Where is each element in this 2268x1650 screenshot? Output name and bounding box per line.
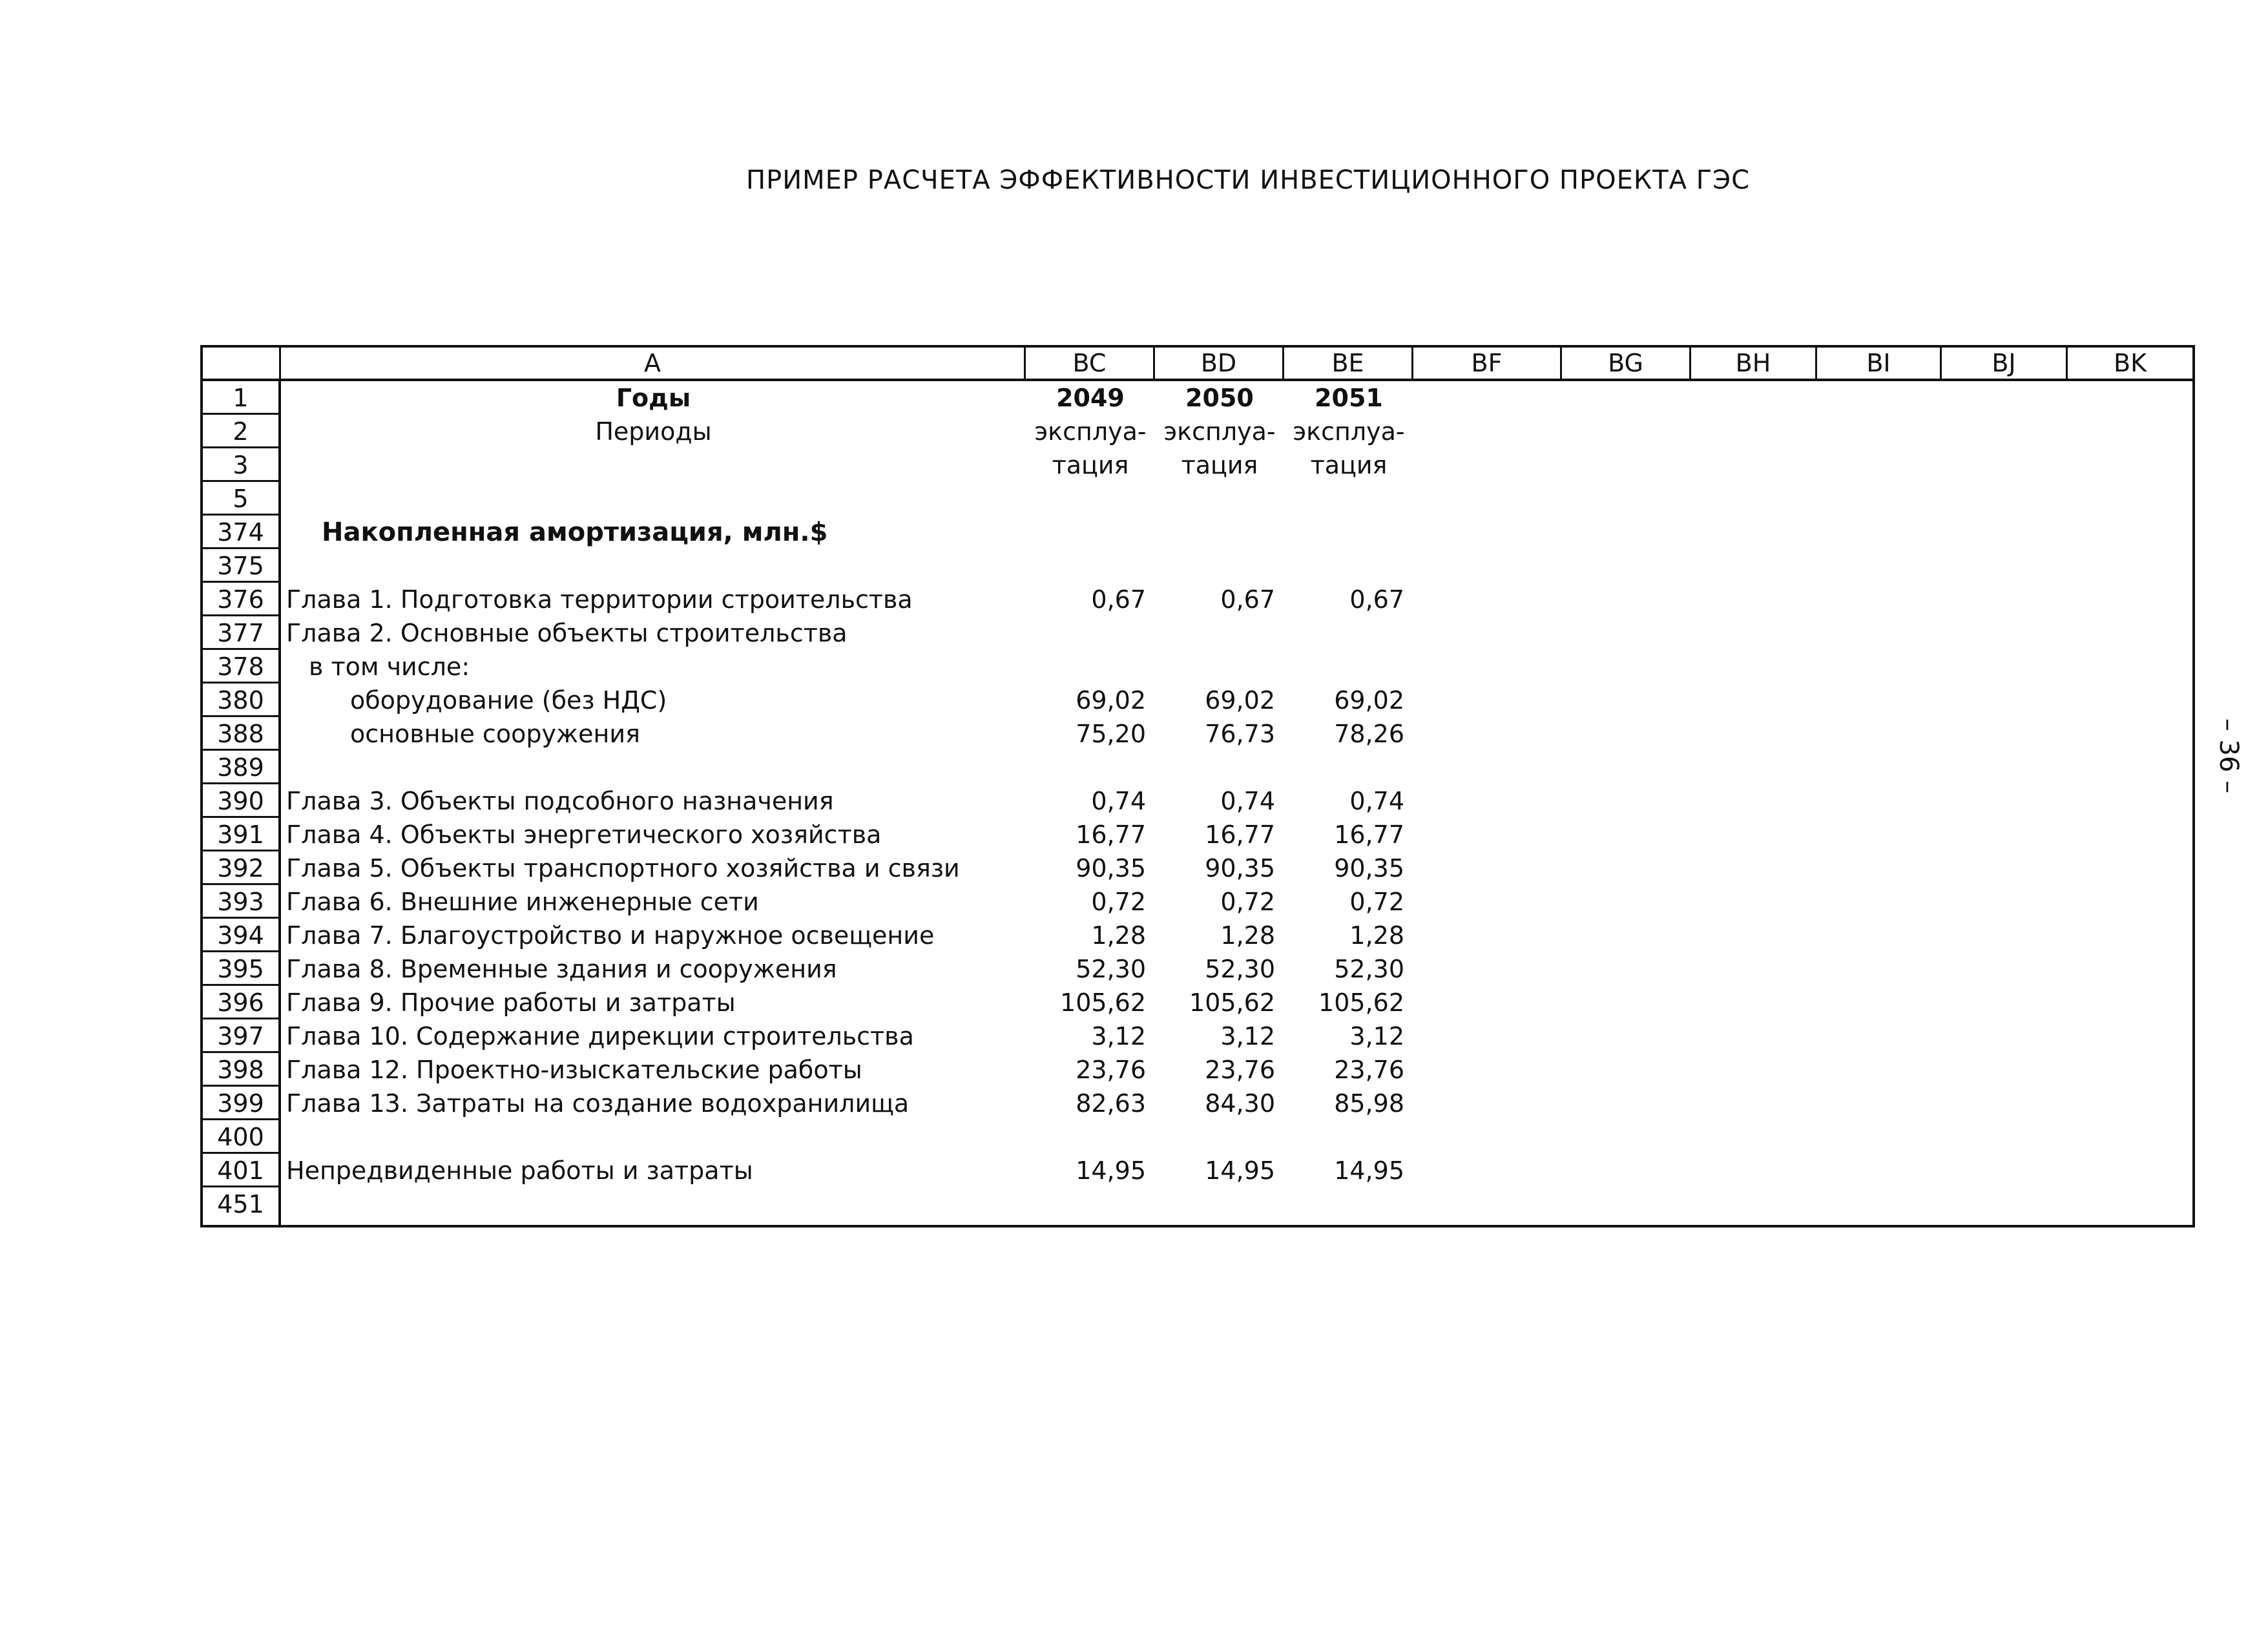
value-2050: 23,76 (1205, 1056, 1275, 1084)
page-number: – 36 – (2214, 718, 2243, 794)
page-title: ПРИМЕР РАСЧЕТА ЭФФЕКТИВНОСТИ ИНВЕСТИЦИОННОГО ПРОЕКТА ГЭС (746, 165, 1751, 195)
row-number[interactable]: 390 (203, 784, 278, 818)
row-number[interactable]: 3 (203, 448, 278, 482)
value-2050: 0,67 (1220, 585, 1275, 614)
row-number[interactable]: 377 (203, 616, 278, 650)
corner-cell (203, 348, 281, 379)
value-2050: 14,95 (1205, 1156, 1275, 1185)
row-number[interactable]: 451 (217, 1190, 264, 1218)
row-number[interactable]: 2 (203, 415, 278, 448)
row-label: Глава 4. Объекты энергетического хозяйства (286, 820, 882, 849)
value-2050: 84,30 (1205, 1089, 1275, 1118)
row-label: Глава 2. Основные объекты строительства (286, 619, 848, 647)
value-2050: 0,74 (1220, 787, 1275, 815)
row-label: Глава 3. Объекты подсобного назначения (286, 787, 834, 815)
periods-label: Периоды (595, 417, 712, 446)
value-2049: 0,74 (1091, 787, 1146, 815)
value-2051: 0,67 (1349, 585, 1404, 614)
row-label: в том числе: (309, 653, 470, 681)
row-label: Глава 13. Затраты на создание водохранилища (286, 1089, 910, 1118)
value-2049: 0,67 (1091, 585, 1146, 614)
value-2049: 82,63 (1076, 1089, 1146, 1118)
value-2051: 52,30 (1334, 955, 1404, 983)
year-2051: 2051 (1315, 384, 1383, 412)
value-2049: 75,20 (1076, 720, 1146, 748)
period-line2: тация (1310, 451, 1388, 479)
value-2049: 52,30 (1076, 955, 1146, 983)
period-line1: эксплуа- (1034, 417, 1147, 446)
value-2050: 3,12 (1220, 1022, 1275, 1050)
row-label: оборудование (без НДС) (350, 686, 667, 715)
value-2049: 0,72 (1091, 888, 1146, 916)
spreadsheet (200, 345, 2195, 1227)
value-2051: 23,76 (1334, 1056, 1404, 1084)
value-2050: 0,72 (1220, 888, 1275, 916)
column-header-row (203, 348, 2192, 381)
column-header-bj[interactable]: BJ (1942, 348, 2068, 379)
value-2050: 16,77 (1205, 820, 1275, 849)
value-2051: 0,74 (1349, 787, 1404, 815)
value-2050: 90,35 (1205, 854, 1275, 882)
section-title: Накопленная амортизация, млн.$ (322, 517, 828, 547)
value-2051: 3,12 (1349, 1022, 1404, 1050)
row-label: Глава 7. Благоустройство и наружное освещение (286, 921, 935, 950)
column-header-bi[interactable]: BI (1817, 348, 1942, 379)
row-number[interactable]: 397 (203, 1019, 278, 1053)
row-number-column (203, 381, 281, 1225)
row-label: Глава 12. Проектно-изыскательские работы (286, 1056, 862, 1084)
column-header-bk[interactable]: BK (2114, 349, 2147, 377)
years-label: Годы (616, 384, 691, 412)
row-label: Глава 9. Прочие работы и затраты (286, 988, 736, 1017)
value-2050: 1,28 (1220, 921, 1275, 950)
period-line1: эксплуа- (1293, 417, 1405, 446)
value-2051: 16,77 (1334, 820, 1404, 849)
value-2049: 14,95 (1076, 1156, 1146, 1185)
row-number[interactable]: 395 (203, 952, 278, 986)
column-header-a[interactable]: A (281, 348, 1026, 379)
row-number[interactable]: 400 (203, 1120, 278, 1154)
period-line2: тация (1052, 451, 1129, 479)
row-number[interactable]: 374 (203, 516, 278, 549)
row-number[interactable]: 399 (203, 1087, 278, 1120)
row-label: Глава 1. Подготовка территории строительства (286, 585, 913, 614)
row-number[interactable]: 388 (203, 717, 278, 751)
row-number[interactable]: 393 (203, 885, 278, 919)
value-2049: 23,76 (1076, 1056, 1146, 1084)
row-label: Глава 8. Временные здания и сооружения (286, 955, 837, 983)
value-2050: 76,73 (1205, 720, 1275, 748)
value-2051: 0,72 (1349, 888, 1404, 916)
row-number[interactable]: 376 (203, 583, 278, 616)
row-number[interactable]: 392 (203, 851, 278, 885)
value-2050: 105,62 (1189, 988, 1275, 1017)
period-line2: тация (1181, 451, 1258, 479)
value-2051: 90,35 (1334, 854, 1404, 882)
year-2049: 2049 (1056, 384, 1125, 412)
value-2050: 52,30 (1205, 955, 1275, 983)
column-header-be[interactable]: BE (1284, 348, 1413, 379)
value-2049: 90,35 (1076, 854, 1146, 882)
row-number[interactable]: 401 (203, 1154, 278, 1187)
row-number[interactable]: 5 (203, 482, 278, 516)
value-2049: 105,62 (1060, 988, 1146, 1017)
row-number[interactable]: 375 (203, 549, 278, 583)
row-label: Глава 10. Содержание дирекции строительства (286, 1022, 914, 1050)
column-header-bh[interactable]: BH (1691, 348, 1817, 379)
row-number[interactable]: 1 (203, 381, 278, 415)
value-2051: 105,62 (1318, 988, 1404, 1017)
row-number[interactable]: 380 (203, 684, 278, 717)
row-label: Глава 6. Внешние инженерные сети (286, 888, 759, 916)
row-number[interactable]: 391 (203, 818, 278, 851)
value-2051: 1,28 (1349, 921, 1404, 950)
value-2049: 16,77 (1076, 820, 1146, 849)
column-header-bg[interactable]: BG (1562, 348, 1691, 379)
value-2051: 14,95 (1334, 1156, 1404, 1185)
value-2051: 85,98 (1334, 1089, 1404, 1118)
year-2050: 2050 (1185, 384, 1254, 412)
value-2049: 1,28 (1091, 921, 1146, 950)
period-line1: эксплуа- (1163, 417, 1276, 446)
value-2051: 78,26 (1334, 720, 1404, 748)
column-header-bc[interactable]: BC (1026, 348, 1155, 379)
row-label: основные сооружения (350, 720, 640, 748)
value-2050: 69,02 (1205, 686, 1275, 715)
column-header-bd[interactable]: BD (1155, 348, 1284, 379)
value-2049: 3,12 (1091, 1022, 1146, 1050)
row-label: Глава 5. Объекты транспортного хозяйства и связи (286, 854, 960, 882)
row-number[interactable]: 394 (203, 919, 278, 952)
value-2049: 69,02 (1076, 686, 1146, 715)
row-number[interactable]: 398 (203, 1053, 278, 1087)
value-2051: 69,02 (1334, 686, 1404, 715)
row-number[interactable]: 378 (203, 650, 278, 684)
row-number[interactable]: 389 (203, 751, 278, 784)
column-header-bf[interactable]: BF (1413, 348, 1562, 379)
row-label: Непредвиденные работы и затраты (286, 1156, 753, 1185)
row-number[interactable]: 396 (203, 986, 278, 1019)
